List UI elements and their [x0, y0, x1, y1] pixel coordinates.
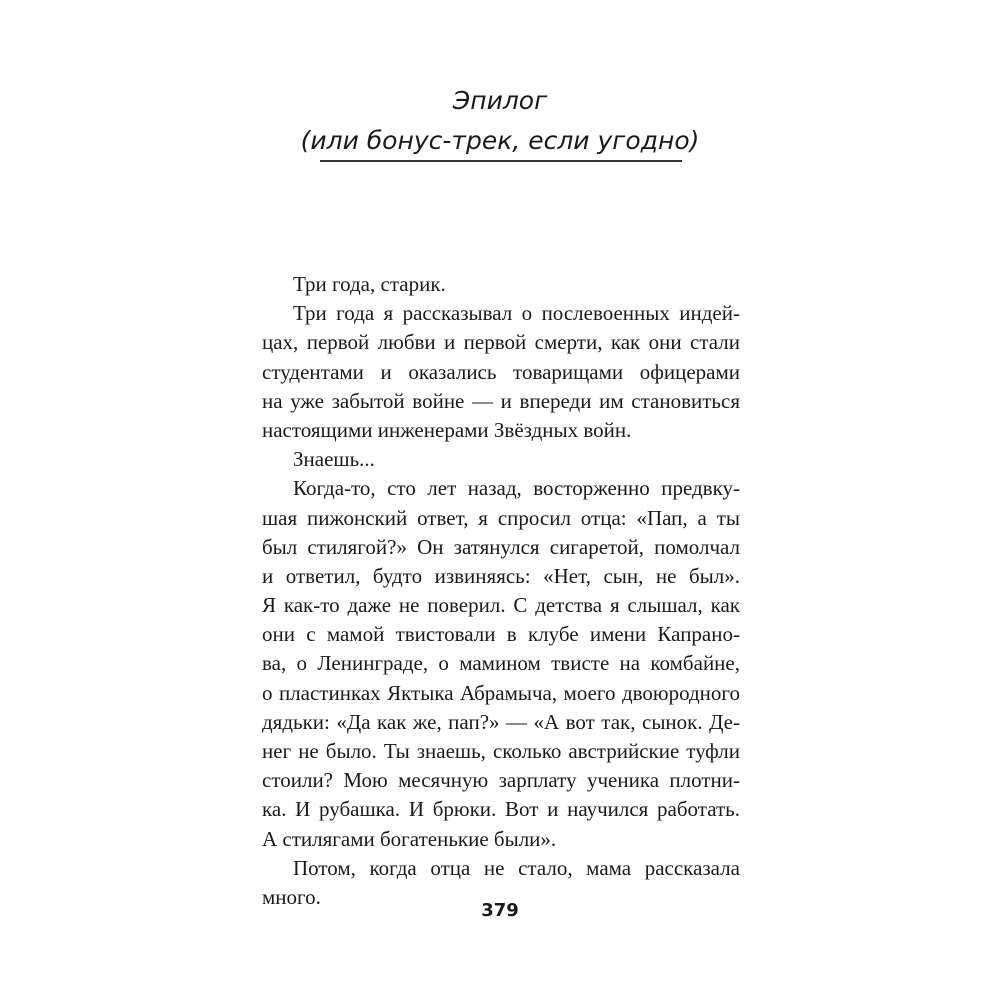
text-line: Три года, старик.: [293, 272, 446, 296]
text-line: нег не было. Ты знаешь, сколько австрийские туфли: [262, 739, 740, 763]
text-line: Знаешь...: [293, 447, 375, 472]
text-line: Я как-то даже не поверил. С детства я слышал, как: [262, 593, 740, 618]
text-line: Потом, когда отца не стало, мама рассказала: [293, 855, 740, 880]
body-text: [262, 270, 740, 912]
page-number: 379: [481, 900, 519, 921]
epilogue-title: Эпилог: [452, 86, 548, 115]
text-line: дядьки: «Да как же, пап?» — «А вот так, сынок. Де-: [262, 709, 740, 734]
text-line: и ответил, будто извиняясь: «Нет, сын, не был».: [262, 563, 740, 588]
text-line: ва, о Ленинграде, о мамином твисте на комбайне,: [262, 651, 740, 676]
text-line: о пластинках Яктыка Абрамыча, моего двоюродного: [262, 680, 740, 705]
text-line: Когда-то, сто лет назад, восторженно предвку-: [293, 476, 740, 501]
text-line: цах, первой любви и первой смерти, как они стали: [262, 330, 740, 355]
text-line: ка. И рубашка. И брюки. Вот и научился работать.: [262, 797, 740, 822]
text-line: был стилягой?» Он затянулся сигаретой, помолчал: [262, 534, 740, 559]
text-line: они с мамой твистовали в клубе имени Капрано-: [262, 622, 740, 647]
text-line: Три года я рассказывал о послевоенных индей-: [293, 301, 740, 326]
text-line: студентами и оказались товарищами офицерами: [262, 359, 740, 384]
text-line: настоящими инженерами Звёздных войн.: [262, 417, 632, 442]
subtitle-underline: [320, 160, 682, 162]
epilogue-subtitle: (или бонус-трек, если угодно): [300, 126, 700, 155]
text-line: А стилягами богатенькие были».: [262, 826, 557, 851]
text-line: шая пижонский ответ, я спросил отца: «Пап, а ты: [262, 505, 740, 530]
text-line: много.: [262, 884, 321, 909]
text-line: стоили? Мою месячную зарплату ученика плотни-: [262, 768, 740, 793]
text-line: на уже забытой войне — и впереди им становиться: [262, 388, 740, 413]
